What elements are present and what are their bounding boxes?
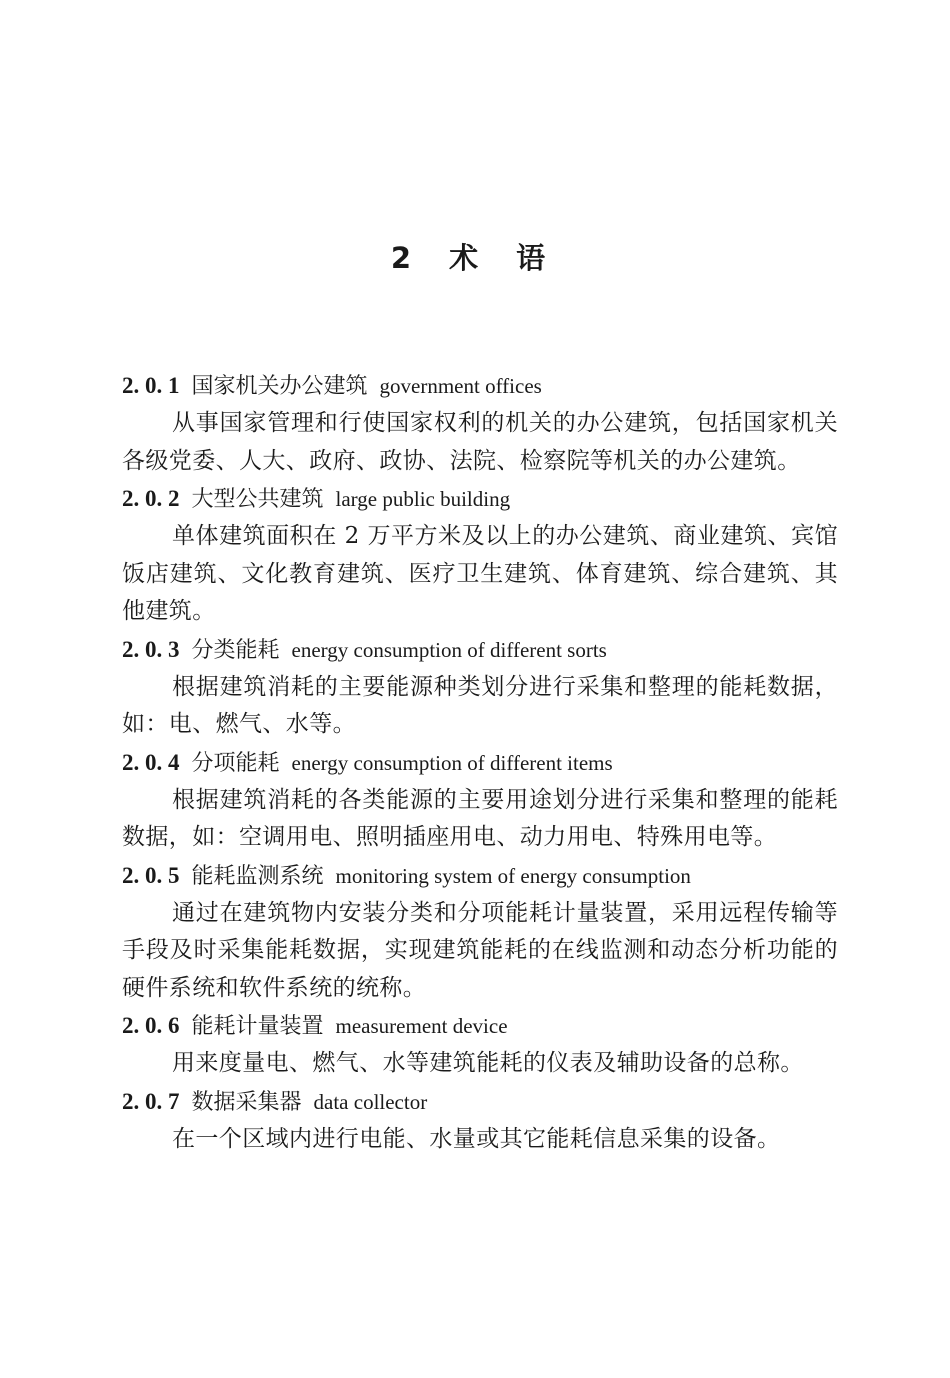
term-definition: 在一个区域内进行电能、水量或其它能耗信息采集的设备。 xyxy=(172,1125,781,1152)
term-definition: 用来度量电、燃气、水等建筑能耗的仪表及辅助设备的总称。 xyxy=(172,1050,804,1076)
term-heading xyxy=(122,1083,838,1121)
term-name-en: energy consumption of different items xyxy=(291,750,613,775)
term-heading xyxy=(122,1007,838,1045)
term-name-en: data collector xyxy=(313,1089,428,1114)
chapter-title: 2 术 语 xyxy=(390,241,560,275)
term-definition: 通过在建筑物内安装分类和分项能耗计量装置，采用远程传输等手段及时采集能耗数据，实现建筑能耗的在线监测和动态分析功能的硬件系统和软件系统的统称。 xyxy=(122,899,838,1001)
term-2-0-3 xyxy=(122,631,838,744)
term-number: 2. 0. 1 xyxy=(122,373,180,398)
term-name-cn: 大型公共建筑 xyxy=(191,487,324,512)
term-name-en: measurement device xyxy=(335,1014,508,1038)
term-name-en: large public building xyxy=(335,487,511,511)
term-number: 2. 0. 2 xyxy=(122,486,180,511)
term-definition: 根据建筑消耗的各类能源的主要用途划分进行采集和整理的能耗数据，如：空调用电、照明插座用电、动力用电、特殊用电等。 xyxy=(122,786,838,850)
term-name-cn: 数据采集器 xyxy=(191,1089,302,1115)
term-definition: 单体建筑面积在 2 万平方米及以上的办公建筑、商业建筑、宾馆饭店建筑、文化教育建筑、医疗卫生建筑、体育建筑、综合建筑、其他建筑。 xyxy=(122,523,838,624)
terms-list xyxy=(122,367,838,1158)
term-name-cn: 分类能耗 xyxy=(191,637,280,663)
term-name-en: monitoring system of energy consumption xyxy=(335,863,691,888)
term-name-cn: 国家机关办公建筑 xyxy=(191,374,368,399)
term-2-0-2 xyxy=(122,480,838,631)
term-number: 2. 0. 3 xyxy=(122,636,180,662)
term-definition: 根据建筑消耗的主要能源种类划分进行采集和整理的能耗数据，如：电、燃气、水等。 xyxy=(122,673,838,737)
term-2-0-6 xyxy=(122,1007,838,1083)
term-name-cn: 分项能耗 xyxy=(191,750,280,776)
term-name-en: government offices xyxy=(379,374,542,398)
term-heading xyxy=(122,857,838,895)
term-2-0-1 xyxy=(122,367,838,480)
term-number: 2. 0. 5 xyxy=(122,862,180,888)
term-definition: 从事国家管理和行使国家权利的机关的办公建筑，包括国家机关各级党委、人大、政府、政协、法院、检察院等机关的办公建筑。 xyxy=(122,410,838,474)
term-heading xyxy=(122,480,838,518)
term-heading xyxy=(122,367,838,405)
term-2-0-5 xyxy=(122,857,838,1008)
term-number: 2. 0. 7 xyxy=(122,1088,180,1114)
term-name-en: energy consumption of different sorts xyxy=(291,637,607,662)
term-heading xyxy=(122,744,838,782)
term-number: 2. 0. 6 xyxy=(122,1013,180,1038)
term-2-0-4 xyxy=(122,744,838,857)
term-heading xyxy=(122,631,838,669)
term-name-cn: 能耗计量装置 xyxy=(191,1014,324,1039)
term-2-0-7 xyxy=(122,1083,838,1159)
term-name-cn: 能耗监测系统 xyxy=(191,863,324,889)
term-number: 2. 0. 4 xyxy=(122,749,180,775)
